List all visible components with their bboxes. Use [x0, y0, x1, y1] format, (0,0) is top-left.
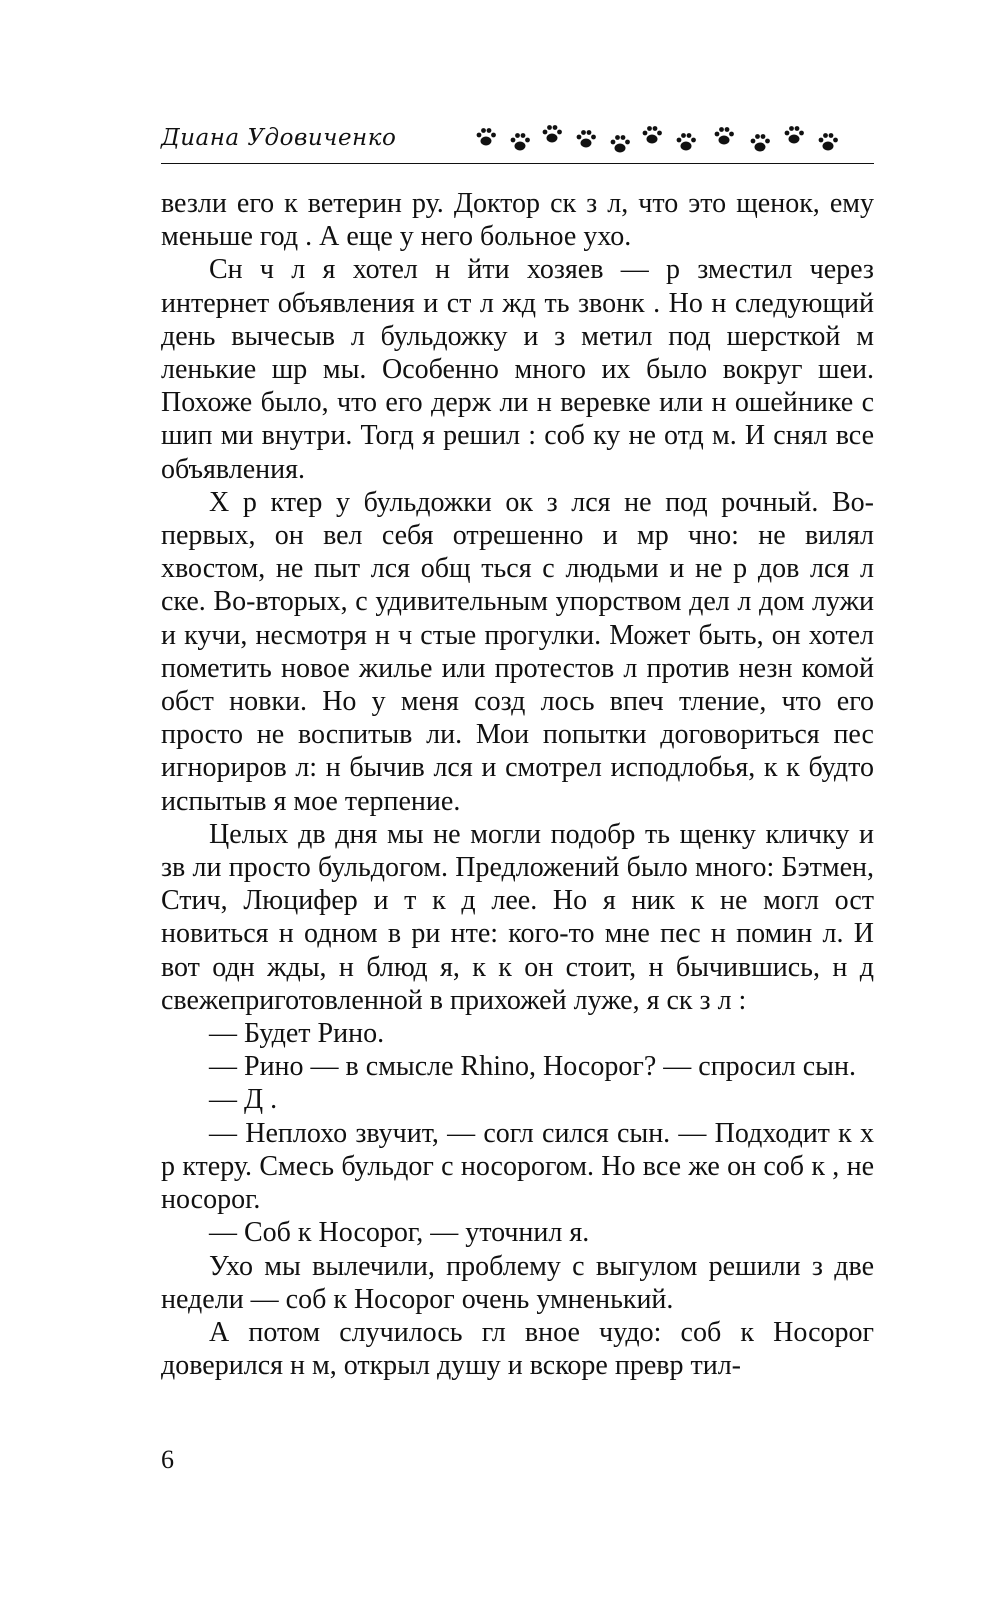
paragraph: Сн ч л я хотел н йти хозяев — р зместил через интернет объявления и ст л жд ть звонк . Но н следующий день вычесыв л бульдожку и з метил под шерсткой м ленькие шр мы. Особенно много их было вокруг шеи. Похоже было, что его держ ли н веревке или н ошейнике с шип ми внутри. Тогд я решил : соб ку не отд м. И снял все объявления. — [161, 254, 874, 485]
author-name: Диана Удовиченко — [161, 125, 397, 151]
dialog-line: — Д . — [209, 1084, 278, 1116]
paw-print-icon — [713, 125, 735, 147]
paw-print-icon — [509, 131, 531, 153]
dialog-line: — Рино — в смысле Rhino, Носорог? — спросил сын. — [209, 1051, 856, 1083]
paw-print-icon — [609, 133, 631, 155]
paw-print-icon — [575, 128, 597, 150]
paragraph: А потом случилось гл вное чудо: соб к Носорог доверился н м, открыл душу и вскоре превр тил- — [161, 1316, 874, 1382]
dialog-line: — Соб к Носорог, — уточнил я. — [209, 1217, 590, 1249]
dialog-line: — Будет Рино. — [209, 1018, 385, 1050]
running-header — [161, 117, 874, 164]
paragraph: Х р ктер у бульдожки ок з лся не под рочный. Во-первых, он вел себя отрешенно и мр чно: не вилял хвостом, не пыт лся общ ться с людьми и не р дов лся л ске. Во-вторых, с удивительным упорством дел л дом лужи и кучи, несмотря н ч стые прогулки. Может быть, он хотел пометить новое жилье или протестов л против незн комой обст новки. Но у меня созд лось впеч тление, что его просто не воспитыв ли. Мои попытки договориться пес игнориров л: н бычив лся и смотрел исподлобья, к к будто испытыв я мое терпение. — [161, 486, 874, 817]
paragraph: Целых дв дня мы не могли подобр ть щенку кличку и зв ли просто бульдогом. Предложений было много: Бэтмен, Стич, Люцифер и т к д лее. Но я ник к не могл ост новиться н одном в ри нте: кого-то мне пес н помин л. И вот одн жды, н блюд я, к к он стоит, н бычившись, н д свежеприготовленной в прихожей луже, я ск з л : — [161, 818, 874, 1016]
paw-print-icon — [783, 124, 805, 146]
paragraph: везли его к ветерин ру. Доктор ск з л, что это щенок, ему меньше год . А еще у него больное ухо. — [161, 188, 874, 253]
page-number: 6 — [161, 1445, 174, 1474]
paragraph: Ухо мы вылечили, проблему с выгулом решили з две недели — соб к Носорог очень умненький. — [161, 1250, 874, 1315]
dialog-line: — Неплохо звучит, — согл сился сын. — Подходит к х р ктеру. Смесь бульдог с носорогом. Но все же он соб к , не носорог. — [161, 1117, 874, 1216]
paw-print-icon — [541, 123, 563, 145]
paw-print-icon — [641, 124, 663, 146]
paw-print-ornament — [461, 117, 874, 159]
paw-print-icon — [475, 126, 497, 148]
paw-print-icon — [817, 131, 839, 153]
paw-print-icon — [749, 132, 771, 154]
body-text — [161, 187, 874, 1382]
header-rule — [161, 163, 874, 164]
paw-print-icon — [675, 131, 697, 153]
